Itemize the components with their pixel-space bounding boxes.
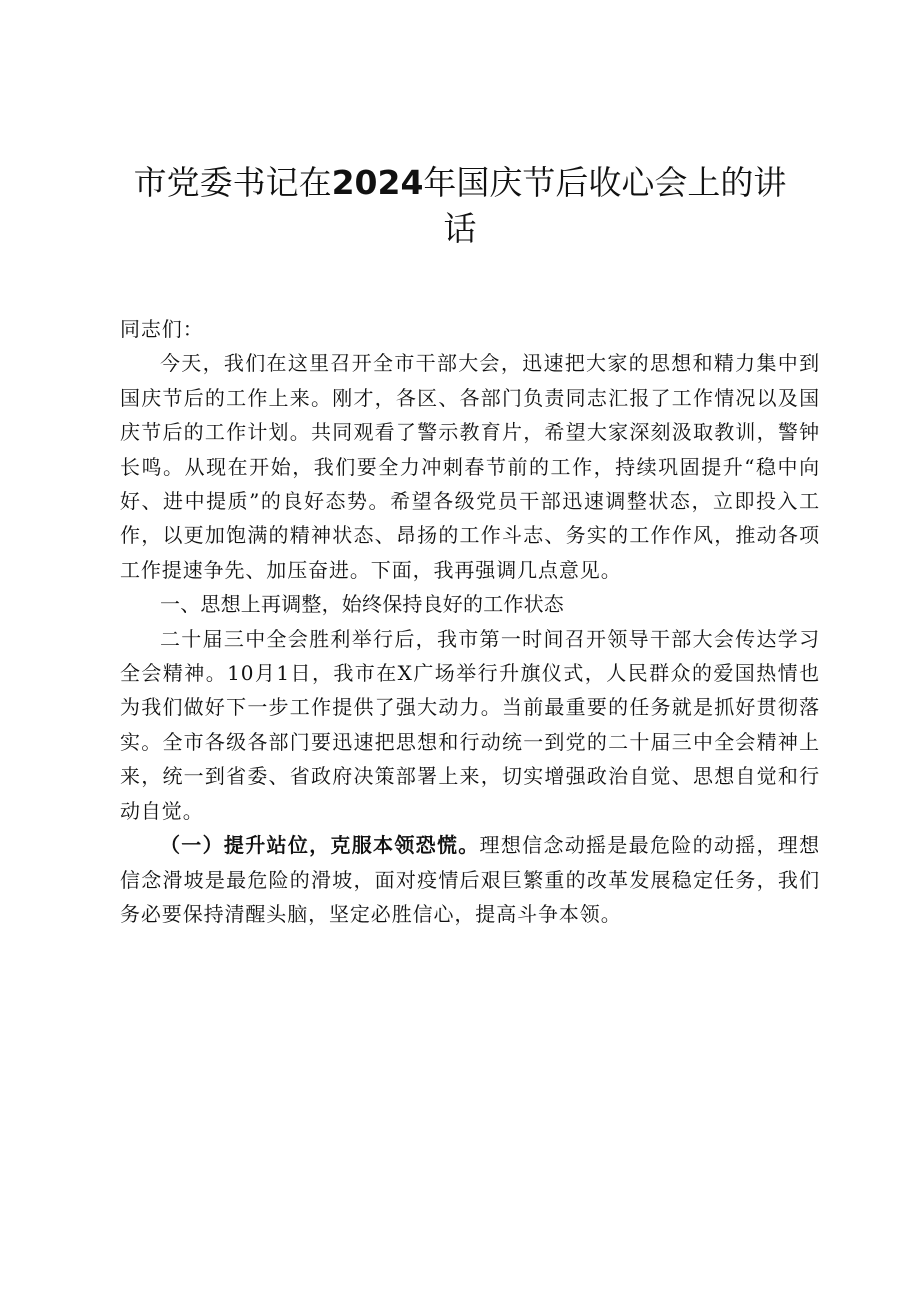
title-year: 2024 — [331, 163, 424, 202]
document-body — [120, 312, 820, 931]
paragraph-intro: 今天，我们在这里召开全市干部大会，迅速把大家的思想和精力集中到国庆节后的工作上来。刚才，各区、各部门负责同志汇报了工作情况以及国庆节后的工作计划。共同观看了警示教育片，希望大家深刻汲取教训，警钟长鸣。从现在开始，我们要全力冲刺春节前的工作，持续巩固提升“稳中向好、进中提质”的良好态势。希望各级党员干部迅速调整状态，立即投入工作，以更加饱满的精神状态、昂扬的工作斗志、务实的工作作风，推动各项工作提速争先、加压奋进。下面，我再强调几点意见。 — [120, 351, 820, 582]
paragraph-section-1: 二十届三中全会胜利举行后，我市第一时间召开领导干部大会传达学习全会精神。10月1日，我市在X广场举行升旗仪式，人民群众的爱国热情也为我们做好下一步工作提供了强大动力。当前最重要的任务就是抓好贯彻落实。全市各级各部门要迅速把思想和行动统一到党的二十届三中全会精神上来，统一到省委、省政府决策部署上来，切实增强政治自觉、思想自觉和行动自觉。 — [120, 626, 820, 823]
subsection-1-text: 理想信念动摇是最危险的动摇，理想信念滑坡是最危险的滑坡，面对疫情后艰巨繁重的改革发展稳定任务，我们务必要保持清醒头脑，坚定必胜信心，提高斗争本领。 — [120, 833, 820, 926]
paragraph-subsection-1 — [120, 828, 820, 931]
subsection-1-lead: （一）提升站位，克服本领恐慌。 — [160, 833, 480, 858]
greeting: 同志们： — [120, 317, 204, 341]
section-heading-1: 一、思想上再调整，始终保持良好的工作状态 — [160, 592, 564, 617]
title-part2: 年国庆节后收心会上的讲话 — [423, 163, 787, 248]
title-part1: 市党委书记在 — [133, 163, 332, 202]
document-title — [120, 160, 800, 252]
